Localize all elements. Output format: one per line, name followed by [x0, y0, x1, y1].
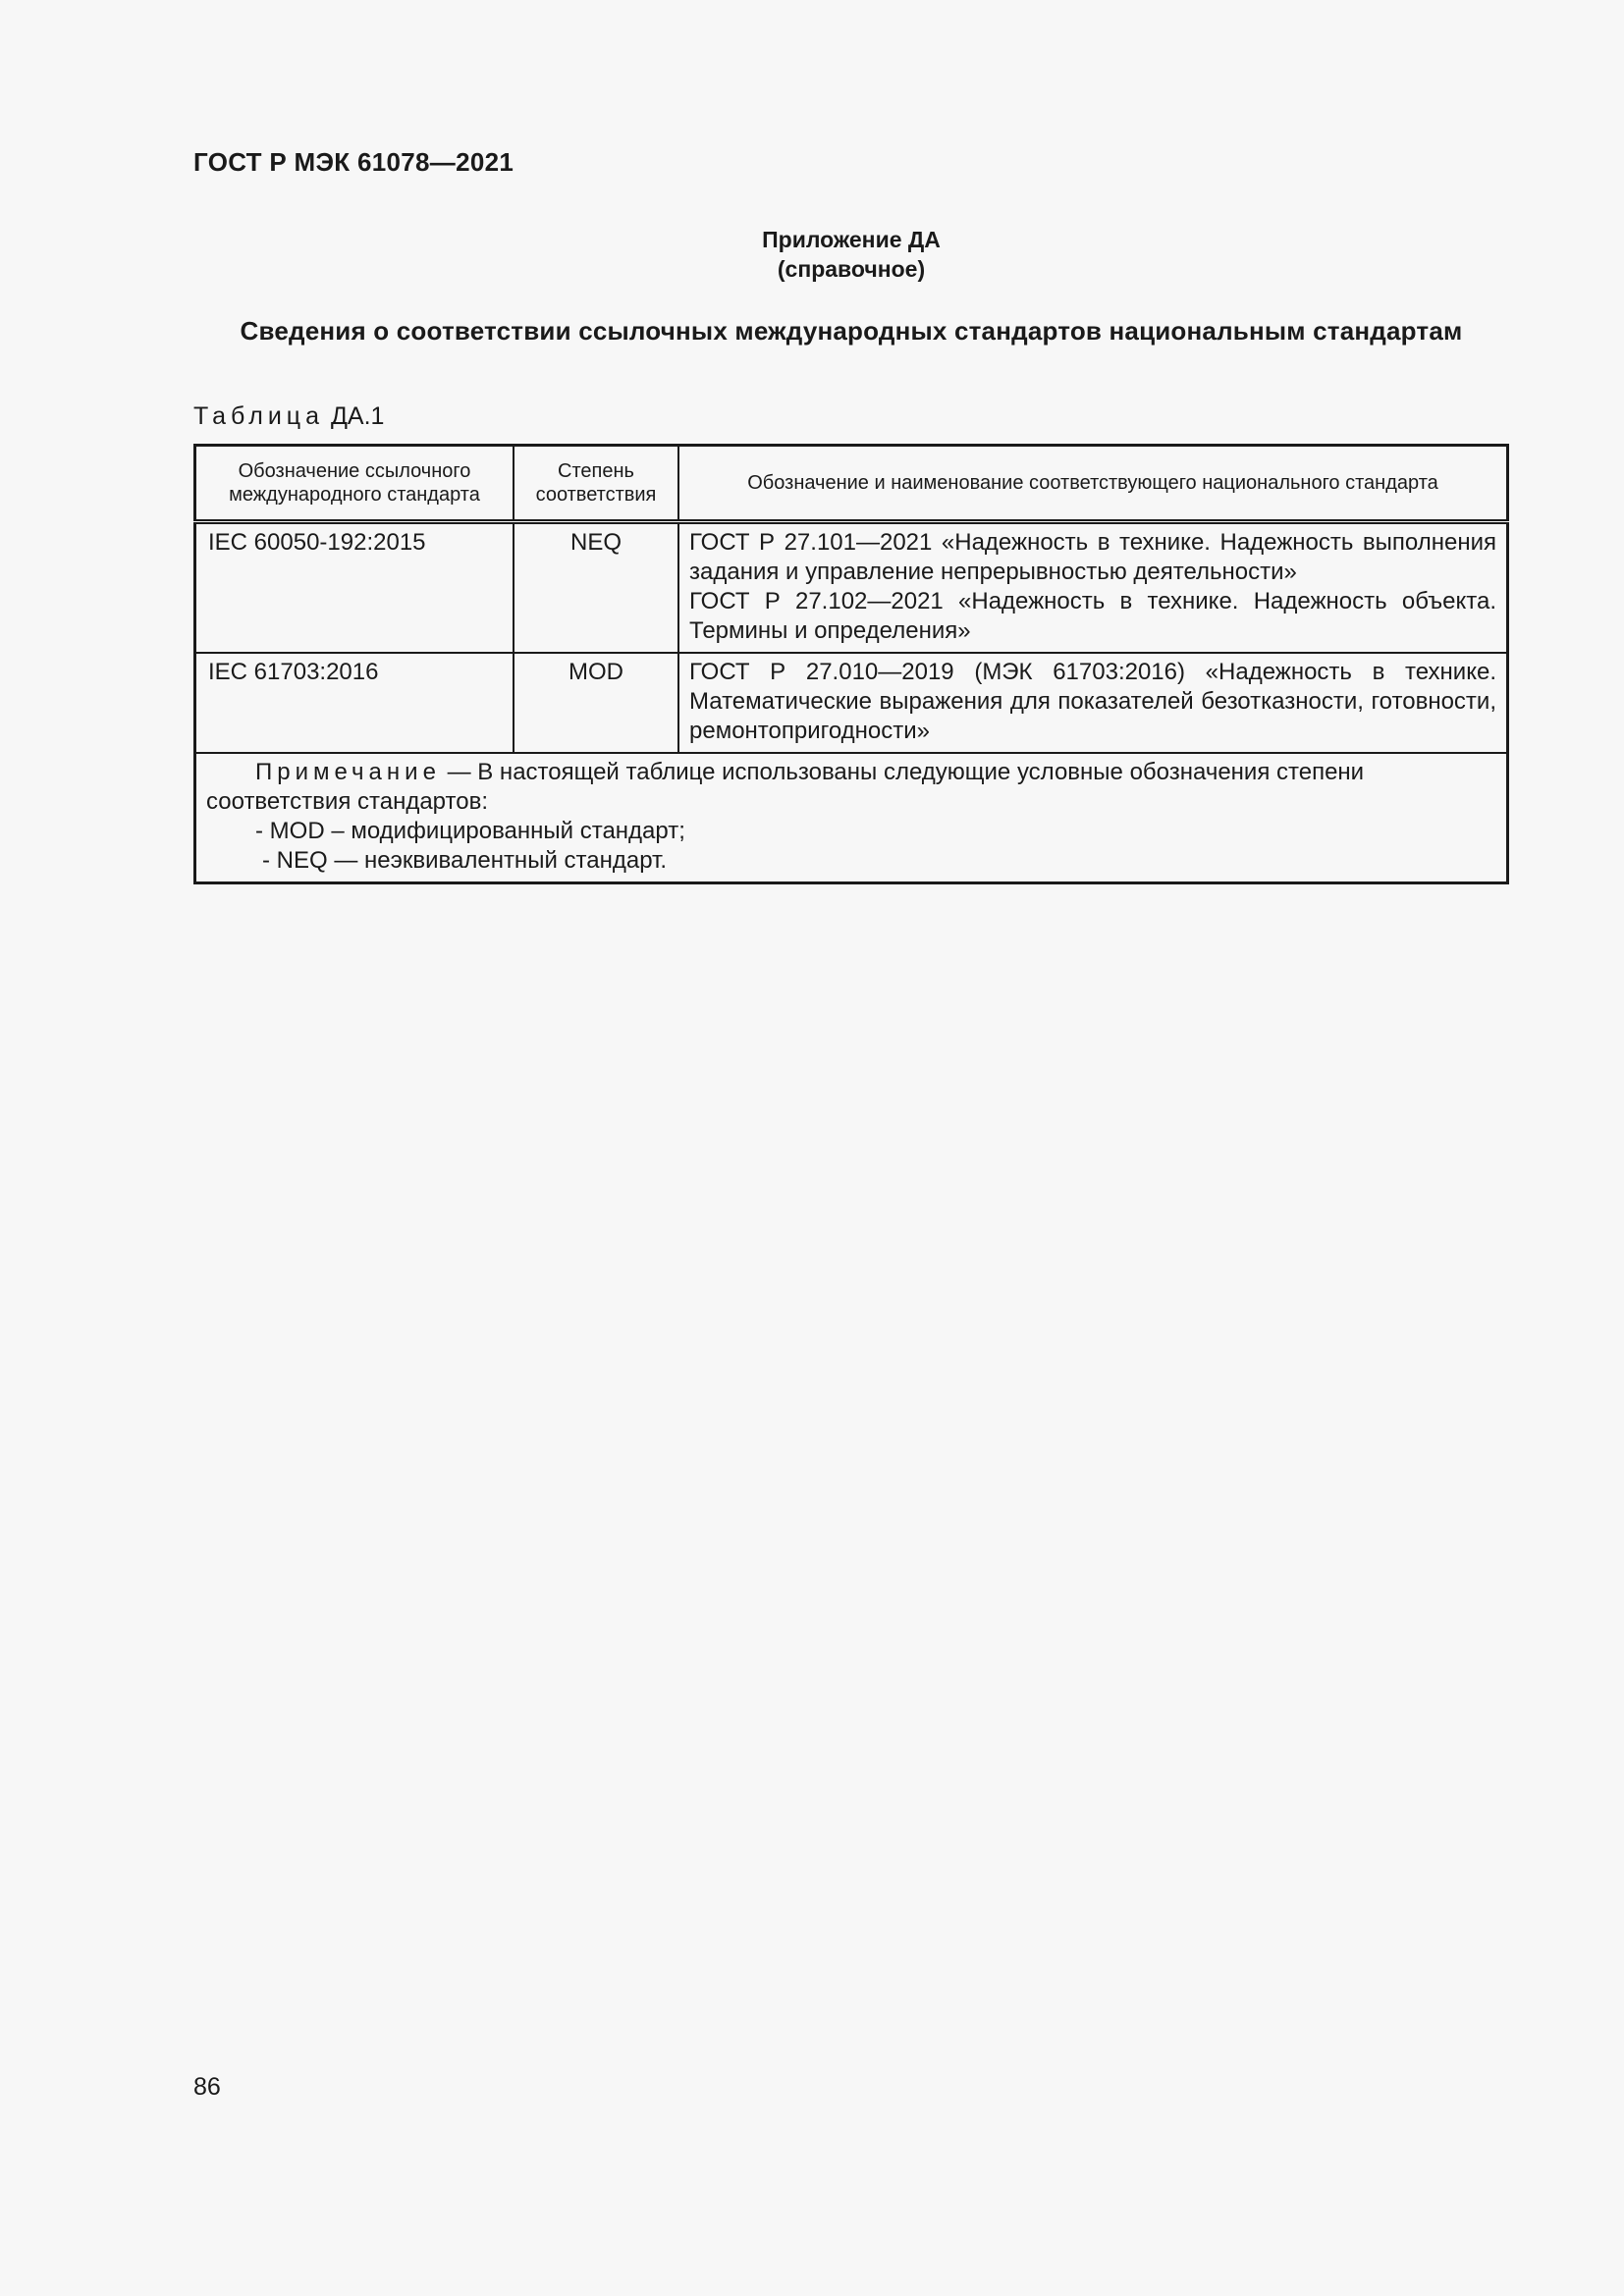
table-caption-number: ДА.1 — [330, 402, 385, 430]
annex-status: (справочное) — [777, 256, 926, 282]
annex-title: Сведения о соответствии ссылочных международных стандартов национальным стандартам — [240, 316, 1463, 346]
document-code-header: ГОСТ Р МЭК 61078—2021 — [193, 147, 514, 177]
note-paragraph — [206, 758, 1496, 817]
table-row — [195, 653, 1508, 753]
header-degree-of-correspondence: Степень соответствия — [514, 446, 678, 522]
national-standard-entry: ГОСТ Р 27.101—2021 «Надежность в технике. Надежность выполнения задания и управление непрерывностью деятельности» — [689, 529, 1496, 585]
cell-degree: MOD — [514, 653, 678, 753]
note-label: Примечание — [255, 759, 441, 785]
header-international-standard: Обозначение ссылочного международного стандарта — [195, 446, 514, 522]
cell-national-standard — [678, 653, 1508, 753]
table-header-row — [195, 446, 1508, 522]
national-standard-entry: ГОСТ Р 27.010—2019 (МЭК 61703:2016) «Надежность в технике. Математические выражения для показателей безотказности, готовности, ремонтопригодности» — [689, 659, 1496, 744]
note-text: — В настоящей таблице использованы следующие условные обозначения степени соответствия стандартов: — [206, 759, 1365, 815]
note-item: - NEQ — неэквивалентный стандарт. — [262, 847, 668, 874]
table-note — [195, 753, 1508, 883]
cell-international-standard: IEC 61703:2016 — [195, 653, 514, 753]
annex-heading — [193, 225, 1509, 284]
table-note-row — [195, 753, 1508, 883]
cell-international-standard: IEC 60050-192:2015 — [195, 522, 514, 654]
cell-degree: NEQ — [514, 522, 678, 654]
annex-label: Приложение ДА — [762, 227, 941, 252]
table-row — [195, 522, 1508, 654]
cell-national-standard — [678, 522, 1508, 654]
header-national-standard: Обозначение и наименование соответствующего национального стандарта — [678, 446, 1508, 522]
table-caption-word: Таблица — [193, 402, 325, 430]
page-number: 86 — [193, 2073, 221, 2101]
note-item: - MOD – модифицированный стандарт; — [255, 818, 685, 844]
national-standard-entry: ГОСТ Р 27.102—2021 «Надежность в технике. Надежность объекта. Термины и определения» — [689, 588, 1496, 644]
table-caption — [193, 402, 384, 431]
correspondence-table — [193, 444, 1509, 884]
